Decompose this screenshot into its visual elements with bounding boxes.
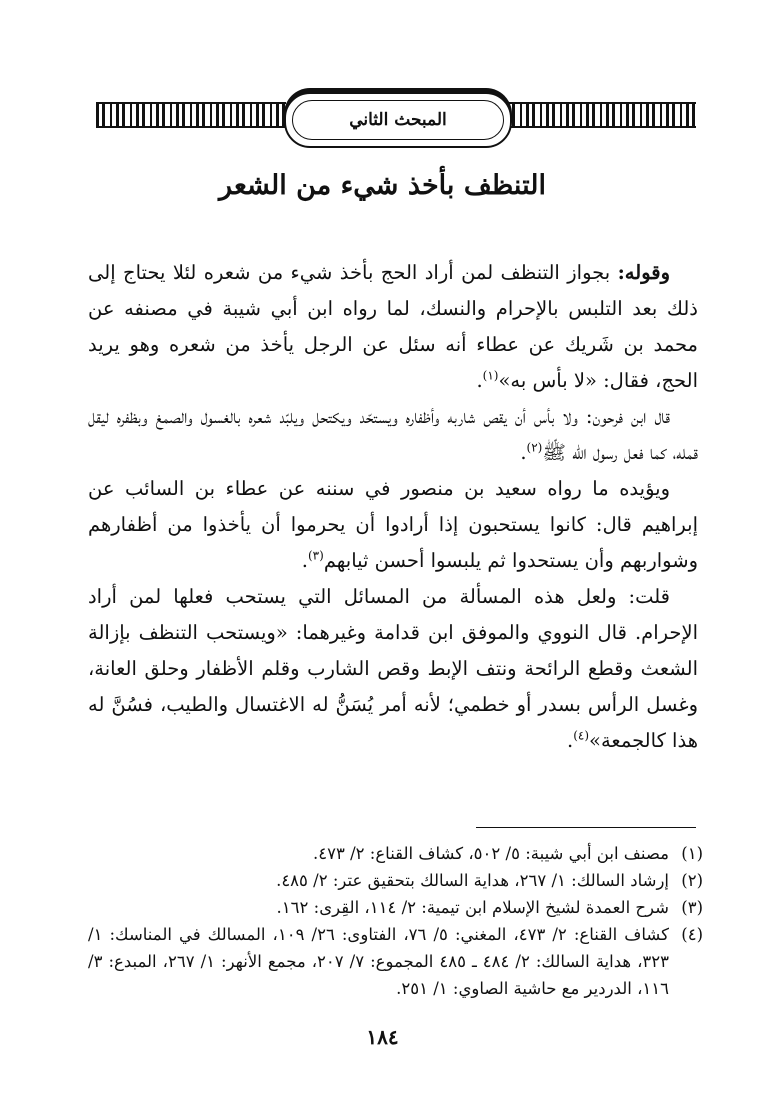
footnote-number: (٢) xyxy=(681,871,703,890)
paragraph-tail: . xyxy=(520,441,527,464)
paragraph-lead-word: وقوله: xyxy=(617,261,670,284)
footnote-item xyxy=(88,867,703,894)
paragraph-text: بجواز التنظف لمن أراد الحج بأخذ شيء من شعره لئلا يحتاج إلى ذلك بعد التلبس بالإحرام والنسك، لما رواه ابن أبي شيبة في مصنفه عن محمد بن شَريك عن عطاء أنه سئل عن الرجل يأخذ من شعره وهو يريد الحج، فقال: «لا بأس به» xyxy=(88,261,698,392)
footnote-number: (١) xyxy=(681,844,703,863)
decorative-border-left xyxy=(96,102,286,128)
footnote-item xyxy=(88,921,703,1002)
body-text xyxy=(88,255,698,759)
footnote-reference: (٣) xyxy=(307,548,324,563)
footnote-item xyxy=(88,840,703,867)
paragraph-tail: . xyxy=(476,369,483,392)
paragraph xyxy=(88,255,698,399)
paragraph-text: ويؤيده ما رواه سعيد بن منصور في سننه عن عطاء بن السائب عن إبراهيم قال: كانوا يستحبون إذا أرادوا أن يحرموا أن يأخذوا من أظفارهم وشواربهم وأن يستحدوا ثم يلبسوا أحسن ثيابهم xyxy=(88,477,698,572)
footnote-text: إرشاد السالك: ١/ ٢٦٧، هداية السالك بتحقيق عتر: ٢/ ٤٨٥. xyxy=(276,871,669,890)
footnote-reference: (٢) xyxy=(526,440,543,455)
paragraph xyxy=(88,399,698,471)
footnotes xyxy=(88,840,703,1002)
paragraph-text: قال ابن فرحون: ولا بأس أن يقص شاربه وأظفاره ويستحّد ويكتحل ويلبّد شعره بالغسول والصمغ وبظفره ليقل قمله، كما فعل رسول الله ﷺ xyxy=(88,405,698,464)
paragraph xyxy=(88,579,698,759)
section-header-ornament xyxy=(96,92,696,152)
footnote-text: كشاف القناع: ٢/ ٤٧٣، المغني: ٥/ ٧٦، الفتاوى: ٢٦/ ١٠٩، المسالك في المناسك: ١/ ٣٢٣، هداية السالك: ٢/ ٤٨٤ ـ ٤٨٥ المجموع: ٧/ ٢٠٧، مجمع الأنهر: ١/ ٢٦٧، المبدع: ٣/ ١١٦، الدردير مع حاشية الصاوي: ١/ ٢٥١. xyxy=(88,925,670,998)
footnote-item xyxy=(88,894,703,921)
footnote-separator xyxy=(476,827,696,828)
footnote-number: (٣) xyxy=(681,898,703,917)
paragraph xyxy=(88,471,698,579)
paragraph-text: قلت: ولعل هذه المسألة من المسائل التي يستحب فعلها لمن أراد الإحرام. قال النووي والموفق ابن قدامة وغيرهما: «ويستحب التنظف بإزالة الشعث وقطع الرائحة ونتف الإبط وقص الشارب وقلم الأظفار وحلق العانة، وغسل الرأس بسدر أو خطمي؛ لأنه أمر يُسَنُّ له الاغتسال والطيب، فسُنَّ له هذا كالجمعة» xyxy=(88,585,698,752)
footnote-text: شرح العمدة لشيخ الإسلام ابن تيمية: ٢/ ١١٤، القِرى: ١٦٢. xyxy=(276,898,669,917)
footnote-number: (٤) xyxy=(681,925,703,944)
decorative-border-right xyxy=(506,102,696,128)
footnote-reference: (١) xyxy=(482,368,499,383)
paragraph-tail: . xyxy=(567,729,574,752)
page-number: ١٨٤ xyxy=(366,1025,399,1049)
section-label: المبحث الثاني xyxy=(292,100,504,140)
footnote-reference: (٤) xyxy=(573,728,590,743)
footnote-text: مصنف ابن أبي شيبة: ٥/ ٥٠٢، كشاف القناع: ٢/ ٤٧٣. xyxy=(313,844,669,863)
section-badge xyxy=(284,92,512,148)
paragraph-tail: . xyxy=(301,549,308,572)
chapter-title: التنظف بأخذ شيء من الشعر xyxy=(219,170,546,201)
